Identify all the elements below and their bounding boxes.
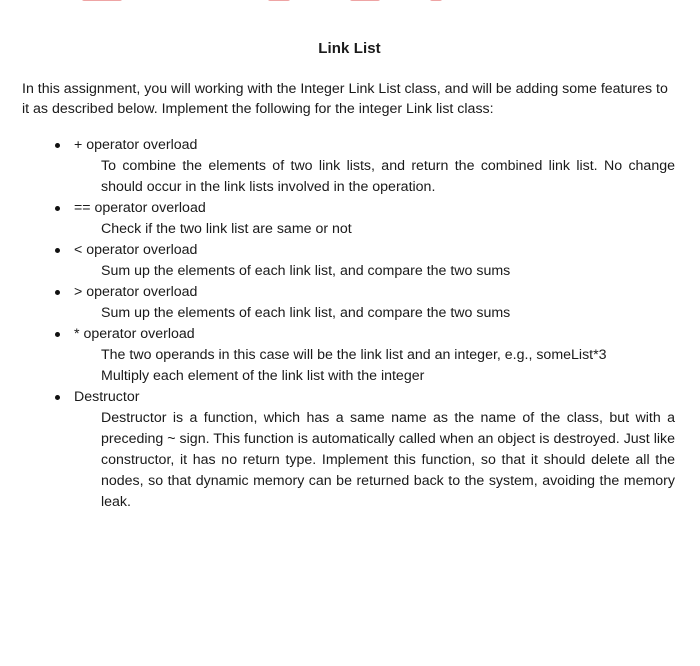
- bullet-icon: [55, 290, 60, 295]
- list-item: [22, 282, 677, 324]
- list-item: [22, 240, 677, 282]
- cropped-top-decoration: [0, 0, 700, 6]
- item-description: Destructor is a function, which has a same name as the name of the class, but with a preceding ~ sign. This function is automatically called when an object is destroyed. Just like constructor, it has no return type. Implement this function, so that it should delete all the nodes, so that dynamic memory can be returned back to the system, avoiding the memory leak.: [101, 410, 675, 510]
- item-description: Multiply each element of the link list with the integer: [101, 368, 425, 384]
- item-title: < operator overload: [74, 242, 198, 258]
- item-description: Check if the two link list are same or not: [101, 221, 352, 237]
- item-title: > operator overload: [74, 284, 198, 300]
- list-item: [22, 198, 677, 240]
- item-description: To combine the elements of two link lists, and return the combined link list. No change should occur in the link lists involved in the operation.: [101, 158, 675, 195]
- intro-paragraph: In this assignment, you will working with the Integer Link List class, and will be adding some features to it as described below. Implement the following for the integer Link list class:: [22, 81, 668, 117]
- item-title: + operator overload: [74, 137, 198, 153]
- item-description: Sum up the elements of each link list, and compare the two sums: [101, 305, 511, 321]
- bullet-icon: [55, 332, 60, 337]
- item-title: == operator overload: [74, 200, 206, 216]
- item-description: The two operands in this case will be the link list and an integer, e.g., someList*3: [101, 347, 607, 363]
- item-title: * operator overload: [74, 326, 195, 342]
- bullet-icon: [55, 248, 60, 253]
- bullet-icon: [55, 395, 60, 400]
- item-description: Sum up the elements of each link list, and compare the two sums: [101, 263, 511, 279]
- bullet-icon: [55, 206, 60, 211]
- feature-list: [22, 135, 677, 513]
- document-page: [22, 40, 677, 513]
- list-item: [22, 324, 677, 387]
- list-item: [22, 387, 677, 513]
- document-title: Link List: [318, 40, 381, 57]
- bullet-icon: [55, 143, 60, 148]
- list-item: [22, 135, 677, 198]
- item-title: Destructor: [74, 389, 140, 405]
